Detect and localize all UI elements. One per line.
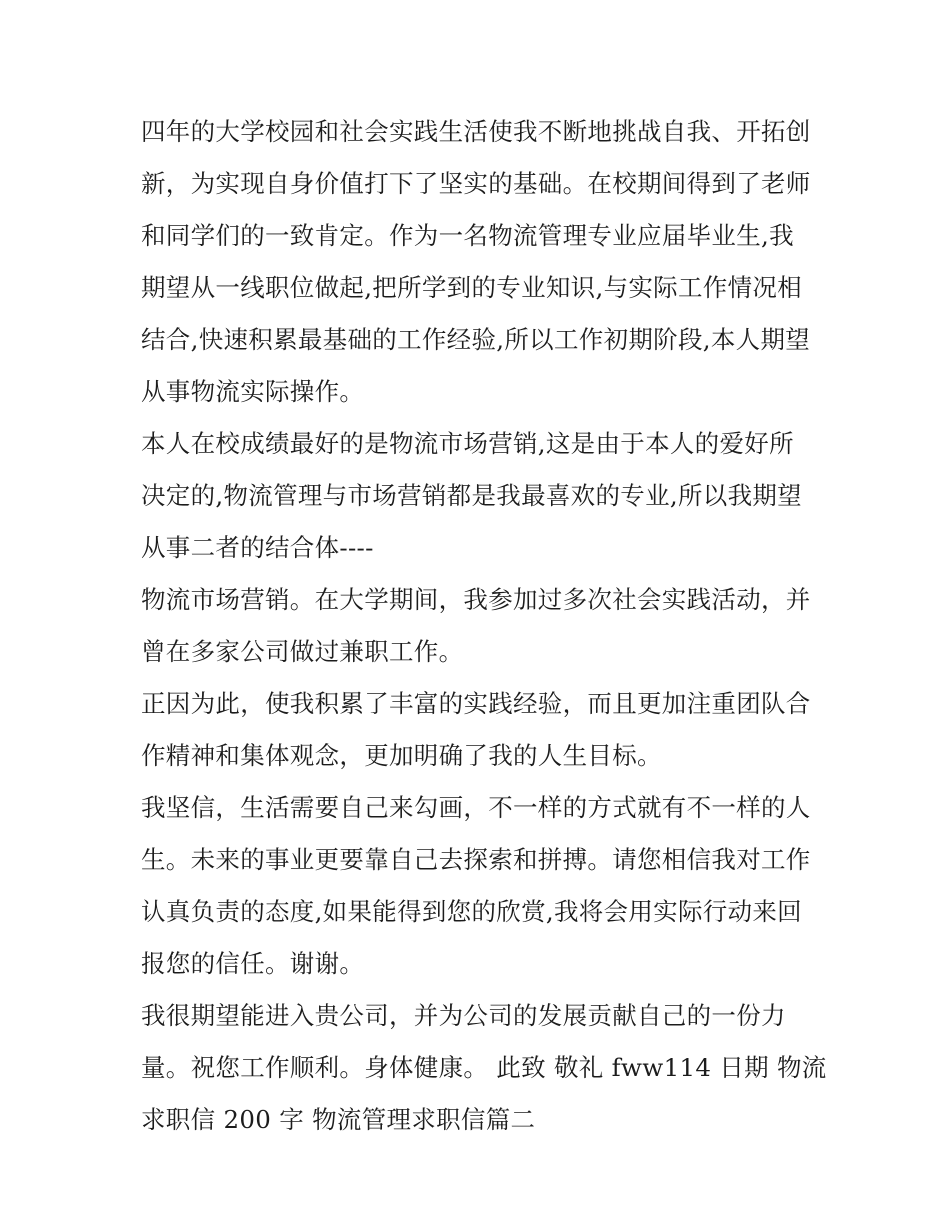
letter-body xyxy=(141,106,827,1146)
text-line: 求职信 200 字 物流管理求职信篇二 xyxy=(141,1105,536,1134)
text-line: 我很期望能进入贵公司，并为公司的发展贡献自己的一份力 xyxy=(141,1001,786,1030)
text-line: 从事物流实际操作。 xyxy=(141,377,365,406)
text-line: 本人在校成绩最好的是物流市场营销,这是由于本人的爱好所 xyxy=(141,429,794,458)
text-line: 报您的信任。谢谢。 xyxy=(141,949,365,978)
text-line: 曾在多家公司做过兼职工作。 xyxy=(141,637,464,666)
text-line: 我坚信，生活需要自己来勾画，不一样的方式就有不一样的人 xyxy=(141,793,811,822)
text-line: 认真负责的态度,如果能得到您的欣赏,我将会用实际行动来回 xyxy=(141,897,802,926)
text-line: 期望从一线职位做起,把所学到的专业知识,与实际工作情况相 xyxy=(141,273,802,302)
text-line: 正因为此，使我积累了丰富的实践经验，而且更加注重团队合 xyxy=(141,689,811,718)
text-line: 量。祝您工作顺利。身体健康。 此致 敬礼 fww114 日期 物流 xyxy=(141,1053,827,1082)
text-line: 新，为实现自身价值打下了坚实的基础。在校期间得到了老师 xyxy=(141,169,811,198)
text-line: 生。未来的事业更要靠自己去探索和拼搏。请您相信我对工作 xyxy=(141,845,811,874)
text-line: 决定的,物流管理与市场营销都是我最喜欢的专业,所以我期望 xyxy=(141,481,802,510)
text-line: 结合,快速积累最基础的工作经验,所以工作初期阶段,本人期望 xyxy=(141,325,811,354)
text-line: 从事二者的结合体---- xyxy=(141,533,374,562)
text-line: 和同学们的一致肯定。作为一名物流管理专业应届毕业生,我 xyxy=(141,221,794,250)
text-line: 作精神和集体观念，更加明确了我的人生目标。 xyxy=(141,741,662,770)
text-line: 物流市场营销。在大学期间，我参加过多次社会实践活动，并 xyxy=(141,585,811,614)
text-line: 四年的大学校园和社会实践生活使我不断地挑战自我、开拓创 xyxy=(141,117,811,146)
